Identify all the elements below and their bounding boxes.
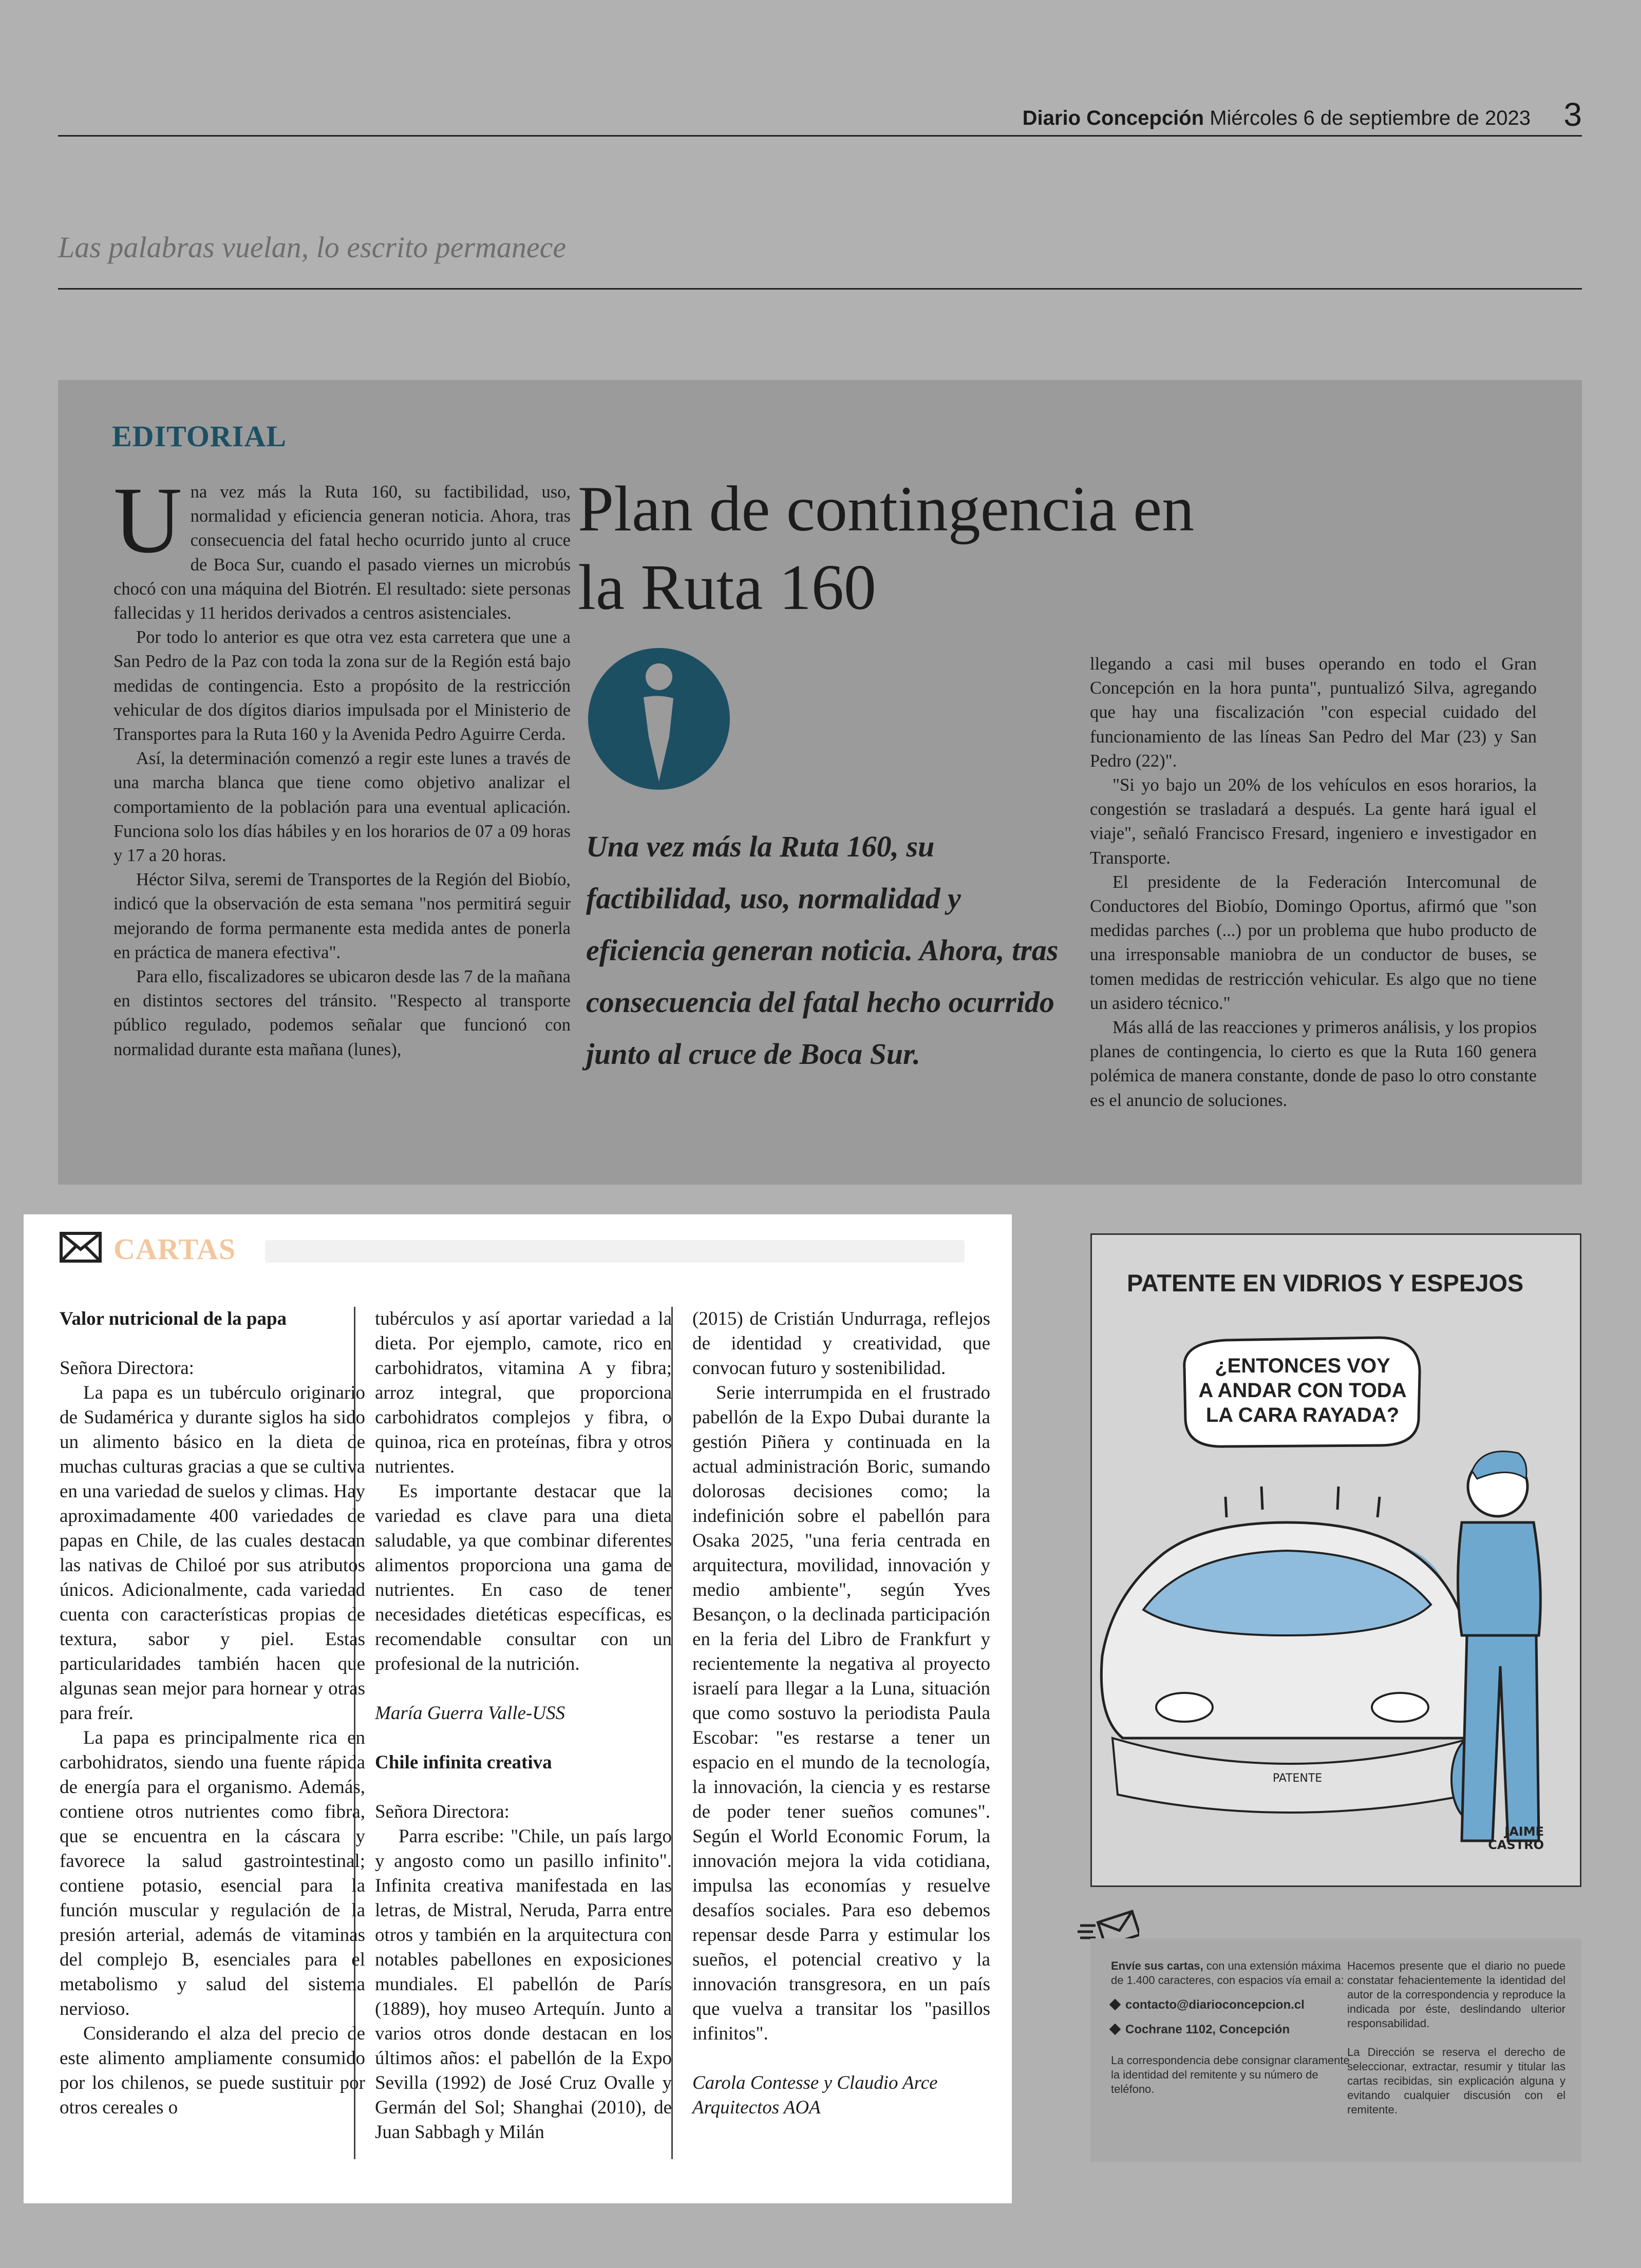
info-address: Cochrane 1102, Concepción (1111, 2023, 1350, 2037)
info-send: Envíe sus cartas, con una extensión máxima de 1.400 caracteres, con espacios vía email a: (1111, 1959, 1344, 1987)
motto-bar (58, 230, 1582, 290)
cartas-title: CARTAS (114, 1232, 236, 1266)
letter-paragraph: Es importante destacar que la variedad es clave para una dieta saludable, ya que combinar diferentes alimentos proporciona una gama de nutrientes. En caso de tener necesidades dietéticas específicas, es recomendable consultar con un profesional de la nutrición. (375, 1481, 672, 1674)
motto-text: Las palabras vuelan, lo escrito permanece (58, 231, 567, 264)
cartoonist-signature: JAIME (1504, 1824, 1544, 1839)
editorial-paragraph: El presidente de la Federación Intercomunal de Conductores del Biobío, Domingo Oportus, afirmó que "son medidas parches (...) por un problema que hubo producto de una irresponsable maniobra de un conductor de buses, se tomen medidas de restricción vehicular. Es algo que no tiene un asidero técnico." (1090, 872, 1537, 1013)
publication-name: Diario Concepción (1022, 107, 1204, 129)
envelope-icon (60, 1232, 102, 1263)
letter-paragraph: Parra escribe: "Chile, un país largo y angosto como un pasillo infinito". Infinita creativa manifestada en las letras, de Mistral, Neruda, Parra entre otros y también en la arquitectura con notables pabellones en exposiciones mundiales. El pabellón de París (1889), hoy museo Artequín. Junto a varios otros donde destacan en los últimos años: el pabellón de la Expo Sevilla (1992) de José Cruz Ovalle y Germán del Sol; Shanghai (2010), de Juan Sabbagh y Milán (375, 1826, 672, 2143)
letters-info-box (1090, 1938, 1581, 2162)
editorial-box (58, 380, 1582, 1185)
man-body (1458, 1522, 1541, 1635)
letter-signature: Arquitectos AOA (692, 2097, 821, 2118)
letter-signature: Carola Contesse y Claudio Arce (692, 2072, 938, 2093)
editorial-paragraph: Héctor Silva, seremi de Transportes de la Región del Biobío, indicó que la observación de esta semana "nos permitirá seguir mejorando de forma permanente esta medida antes de ponerla en práctica de manera efectiva". (114, 870, 571, 962)
info-note: La correspondencia debe consignar claramente la identidad del remitente y su número de teléfono. (1111, 2054, 1350, 2095)
drop-cap: U (114, 468, 182, 573)
editorial-column-1 (114, 468, 571, 1062)
editorial-pull-quote: Una vez más la Ruta 160, su factibilidad, uso, normalidad y eficiencia generan noticia. Ahora, tras consecuencia del fatal hecho ocurrido junto al cruce de Boca Sur. (586, 830, 1059, 1071)
cartoon-title: PATENTE EN VIDRIOS Y ESPEJOS (1127, 1269, 1524, 1297)
editorial-title: Plan de contingencia en la Ruta 160 (578, 473, 1195, 623)
publication-info (1023, 107, 1531, 130)
letter-title: Chile infinita creativa (375, 1752, 552, 1773)
editorial-column-3 (1090, 652, 1537, 1113)
info-left (1111, 1959, 1350, 2097)
speech-line: A ANDAR CON TODA (1198, 1379, 1407, 1402)
page-number: 3 (1563, 96, 1582, 133)
letter-signature: María Guerra Valle-USS (375, 1703, 565, 1724)
letter-title: Valor nutricional de la papa (60, 1308, 287, 1329)
letter-salutation: Señora Directora: (375, 1801, 510, 1822)
editorial-paragraph: Por todo lo anterior es que otra vez esta carretera que une a San Pedro de la Paz con toda la zona sur de la Región está bajo medidas de contingencia. Esto a propósito de la restricción vehicular de dos dígitos diarios impulsada por el Ministerio de Transportes para la Ruta 160 y la Avenida Pedro Aguirre Cerda. (114, 627, 571, 745)
info-disclaimer: La Dirección se reserva el derecho de seleccionar, extractar, resumir y titular las cartas recibidas, sin explicación alguna y evitando cualquier discusión con el remitente. (1347, 2046, 1565, 2116)
car-headlight (1156, 1693, 1213, 1722)
cartoon-illustration (1092, 1276, 1580, 1882)
letter-paragraph: La papa es principalmente rica en carbohidratos, siendo una fuente rápida de energía para el organismo. Además, contiene otros nutrientes como fibra, que se encuentra en la cáscara y favorece la salud gastrointestinal; contiene potasio, esencial para la función muscular y regulación de la presión arterial, además de vitaminas del complejo B, esenciales para el metabolismo y salud del sistema nervioso. (60, 1727, 365, 2019)
editorial-paragraph: Así, la determinación comenzó a regir este lunes a través de una marcha blanca que tiene como objetivo analizar el comportamiento de la población para una eventual aplicación. Funciona solo los días hábiles y en los horarios de 07 a 09 horas y 17 a 20 horas. (114, 749, 571, 866)
editorial-label: EDITORIAL (112, 420, 287, 453)
cartoon (1090, 1233, 1581, 1887)
editorial-paragraph: Más allá de las reacciones y primeros análisis, y los propios planes de contingencia, lo cierto es que la Ruta 160 genera polémica de manera constante, donde de paso lo otro constante es el anuncio de soluciones. (1090, 1018, 1537, 1110)
cartoonist-signature: CASTRO (1488, 1838, 1544, 1852)
editorial-paragraph: Una vez más la Ruta 160, su factibilidad, uso, normalidad y eficiencia generan noticia. Ahora, tras consecuencia del fatal hecho ocurrido junto al cruce de Boca Sur, cuando el pasado viernes un microbús chocó con una máquina del Biotrén. El resultado: siete personas fallecidas y 11 heridos derivados a centros asistenciales. (114, 468, 571, 623)
speech-line: LA CARA RAYADA? (1205, 1404, 1400, 1426)
info-icon (587, 647, 731, 791)
cartas-column-3 (692, 1307, 990, 2120)
editorial-paragraph: llegando a casi mil buses operando en todo el Gran Concepción en la hora punta", puntualizó Silva, agregando que hay una fiscalización "con especial cuidado del funcionamiento de las líneas San Pedro del Mar (23) y San Pedro (22)". (1090, 654, 1537, 771)
letter-paragraph: (2015) de Cristián Undurraga, reflejos de identidad y creatividad, que convocan futuro y sostenibilidad. (692, 1308, 990, 1379)
letter-paragraph: Serie interrumpida en el frustrado pabellón de la Expo Dubai durante la gestión Piñera y continuada en la actual administración Boric, sumando dolorosas decisiones como; la indefinición sobre el pabellón para Osaka 2025, "una feria centrada en arquitectura, movilidad, innovación y medio ambiente", según Yves Besançon, o la declinada participación en la feria del Libro de Frankfurt y recientemente la negativa al proyecto israelí para llegar a la Luna, situación que como sostuvo la periodista Paula Escobar: "es restarse a tener un espacio en el mundo de la tecnología, la innovación, la ciencia y es restarse de poder tener sueños comunes". Según el World Economic Forum, la innovación mejora la vida cotidiana, impulsa las economías y resuelve desafíos sociales. Para eso debemos repensar desde Parra y estimular los sueños, el potencial creativo y la innovación transgresora, en un país que vuelva a transitar los "pasillos infinitos". (692, 1382, 990, 2044)
letter-paragraph: La papa es un tubérculo originario de Sudamérica y durante siglos ha sido un alimento básico en la dieta de muchas culturas gracias a que se cultiva en una variedad de suelos y climas. Hay aproximadamente 400 variedades de papas en Chile, de las cuales destacan las nativas de Chiloé por sus atributos únicos. Adicionalmente, cada variedad cuenta con características propias de textura, sabor y piel. Estas particularidades también hacen que algunas sean mejor para hornear y otras para freír. (60, 1382, 365, 1724)
letter-salutation: Señora Directora: (60, 1358, 194, 1379)
editorial-paragraph: Para ello, fiscalizadores se ubicaron desde las 7 de la mañana en distintos sectores del tránsito. "Respecto al transporte público regulado, podemos señalar que funcionó con normalidad durante esta mañana (lunes), (114, 967, 571, 1059)
info-email[interactable]: contacto@diarioconcepcion.cl (1111, 1998, 1350, 2012)
man-legs (1462, 1635, 1539, 1841)
cartas-column-1 (60, 1307, 365, 2120)
speech-line: ¿ENTONCES VOY (1215, 1355, 1390, 1377)
car-headlight (1372, 1693, 1428, 1722)
cartas-header-bar (265, 1240, 965, 1263)
cartas-column-2 (375, 1307, 672, 2145)
info-right (1347, 1959, 1565, 2117)
letter-paragraph: tubérculos y así aportar variedad a la dieta. Por ejemplo, camote, rico en carbohidratos, vitamina A y fibra; arroz integral, que proporciona carbohidratos complejos y fibra, o quinoa, rica en proteínas, fibra y otros nutrientes. (375, 1308, 672, 1477)
masthead (58, 98, 1582, 137)
publication-date: Miércoles 6 de septiembre de 2023 (1210, 107, 1531, 129)
letter-paragraph: Considerando el alza del precio de este alimento ampliamente consumido por los chilenos, se puede sustituir por otros cereales o (60, 2023, 365, 2118)
editorial-paragraph: "Si yo bajo un 20% de los vehículos en esos horarios, la congestión se trasladará a después. La gente hará igual el viaje", señaló Francisco Fresard, ingeniero e investigador en Transporte. (1090, 775, 1537, 868)
cartas-section (24, 1214, 1012, 2203)
cartas-header (60, 1229, 969, 1265)
plate-text: PATENTE (1272, 1772, 1323, 1785)
info-disclaimer: Hacemos presente que el diario no puede constatar fehacientemente la identidad del autor de la correspondencia y reproduce la indicada por éste, deslindando ulterior responsabilidad. (1347, 1959, 1565, 2030)
